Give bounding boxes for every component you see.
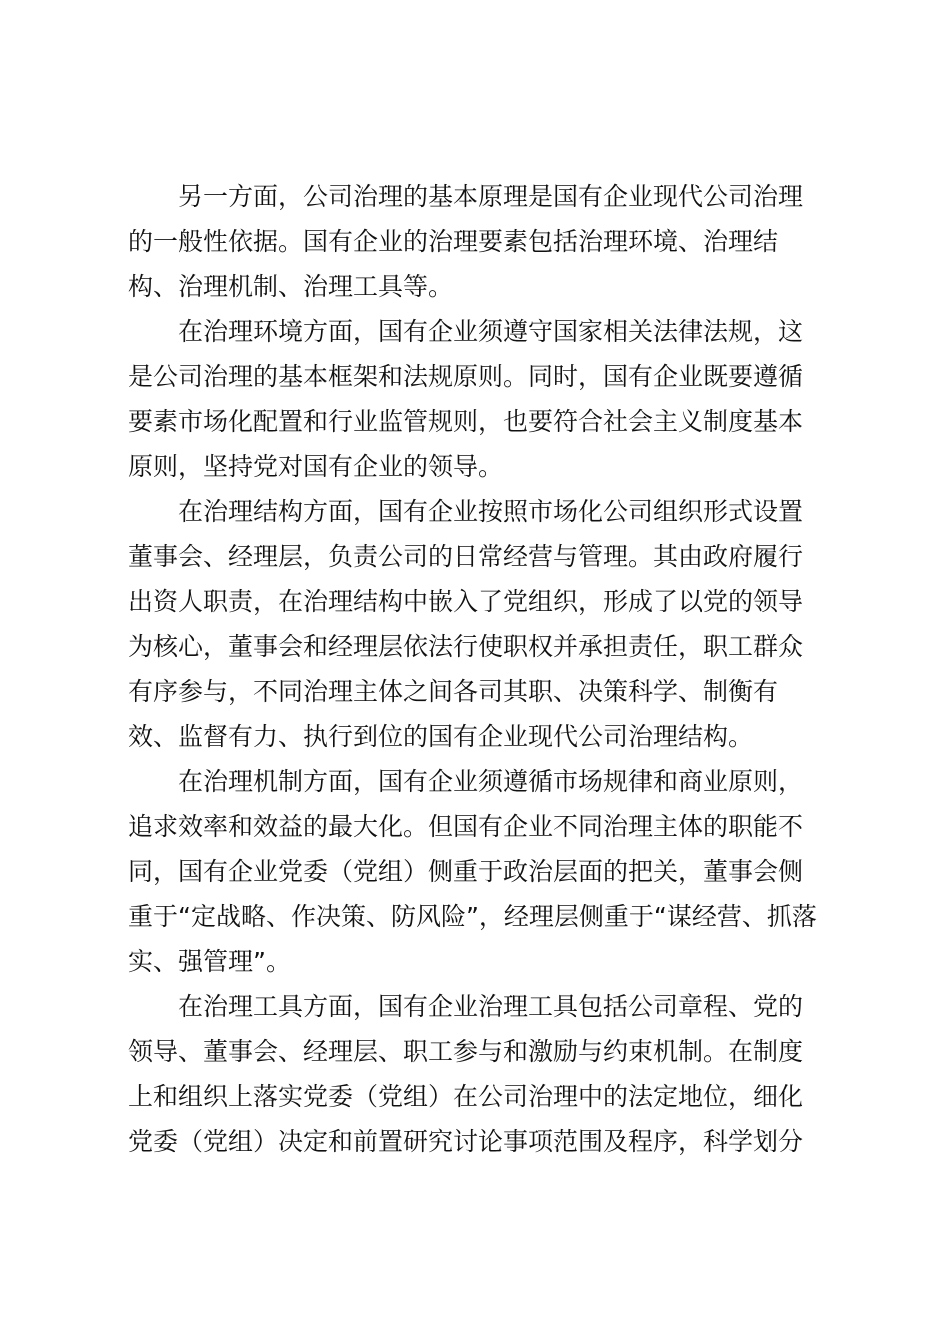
text-line: 在治理结构方面，国有企业按照市场化公司组织形式设置 [178, 497, 804, 526]
text-line: 效、监督有力、执行到位的国有企业现代公司治理结构。 [128, 722, 754, 751]
text-line: 原则，坚持党对国有企业的领导。 [128, 452, 504, 481]
text-line: 另一方面，公司治理的基本原理是国有企业现代公司治理 [178, 182, 804, 211]
text-line: 重于“定战略、作决策、防风险”，经理层侧重于“谋经营、抓落 [128, 902, 817, 931]
text-line: 出资人职责，在治理结构中嵌入了党组织，形成了以党的领导 [128, 587, 804, 616]
body-text [128, 174, 828, 1164]
text-line: 在治理环境方面，国有企业须遵守国家相关法律法规，这 [178, 317, 804, 346]
paragraph-mechanism [128, 759, 828, 984]
paragraph-structure [128, 489, 828, 759]
text-line: 董事会、经理层，负责公司的日常经营与管理。其由政府履行 [128, 542, 804, 571]
text-line: 构、治理机制、治理工具等。 [128, 272, 454, 301]
text-line: 党委（党组）决定和前置研究讨论事项范围及程序，科学划分 [128, 1127, 804, 1156]
text-line: 的一般性依据。国有企业的治理要素包括治理环境、治理结 [128, 227, 779, 256]
text-line: 为核心，董事会和经理层依法行使职权并承担责任，职工群众 [128, 632, 804, 661]
text-line: 实、强管理”。 [128, 947, 291, 976]
text-line: 是公司治理的基本框架和法规原则。同时，国有企业既要遵循 [128, 362, 804, 391]
paragraph-environment [128, 309, 828, 489]
text-line: 上和组织上落实党委（党组）在公司治理中的法定地位，细化 [128, 1082, 804, 1111]
text-line: 同，国有企业党委（党组）侧重于政治层面的把关，董事会侧 [128, 857, 804, 886]
text-line: 领导、董事会、经理层、职工参与和激励与约束机制。在制度 [128, 1037, 804, 1066]
text-line: 在治理工具方面，国有企业治理工具包括公司章程、党的 [178, 992, 804, 1021]
paragraph-principles [128, 174, 828, 309]
text-line: 在治理机制方面，国有企业须遵循市场规律和商业原则， [178, 767, 804, 796]
paragraph-tools [128, 984, 828, 1164]
text-line: 有序参与，不同治理主体之间各司其职、决策科学、制衡有 [128, 677, 779, 706]
text-line: 追求效率和效益的最大化。但国有企业不同治理主体的职能不 [128, 812, 804, 841]
text-line: 要素市场化配置和行业监管规则，也要符合社会主义制度基本 [128, 407, 804, 436]
